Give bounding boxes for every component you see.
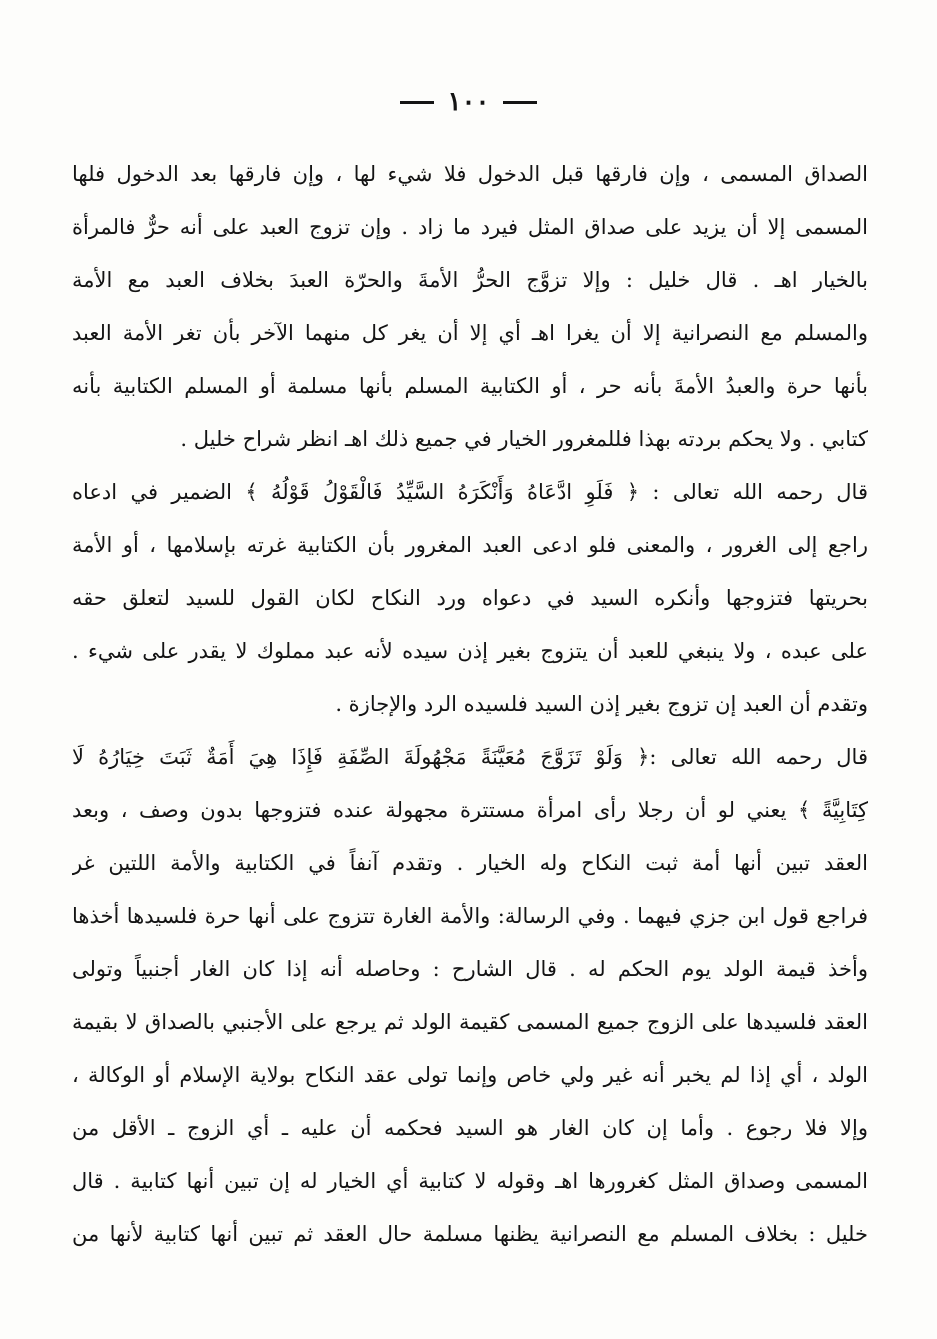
text-line: العقد تبين أنها أمة ثبت النكاح وله الخيار . وتقدم آنفاً في الكتابية والأمة اللتين غر (72, 851, 868, 875)
text-line: العقد فلسيدها على الزوج جميع المسمى كقيمة الولد ثم يرجع على الأجنبي بالصداق لا بقيمة (72, 1010, 868, 1034)
header-dash-left (400, 101, 434, 104)
text-line: كتابي . ولا يحكم بردته بهذا فللمغرور الخيار في جميع ذلك اهـ انظر شراح خليل . (180, 427, 868, 451)
text-line: المسمى إلا أن يزيد على صداق المثل فيرد ما زاد . وإن تزوج العبد على أنه حرٌّ فالمرأة (72, 215, 868, 239)
text-line: قال رحمه الله تعالى : ﴿ فَلَوِ ادَّعَاهُ وَأَنْكَرَهُ السَّيِّدُ فَالْقَوْلُ قَوْلُهُ ﴾ الضمير في ادعاه (72, 480, 868, 504)
body-text (72, 148, 868, 1261)
text-line: كِتَابِيَّةً ﴾ يعني لو أن رجلا رأى امرأة مستترة مجهولة عنده فتزوجها بدون وصف ، وبعد (72, 798, 868, 822)
text-line: على عبده ، ولا ينبغي للعبد أن يتزوج بغير إذن سيده لأنه عبد مملوك لا يقدر على شيء . (72, 639, 868, 663)
text-line: فراجع قول ابن جزي فيهما . وفي الرسالة: والأمة الغارة تتزوج على أنها حرة فلسيدها أخذها (72, 904, 868, 928)
text-line: خليل : بخلاف المسلم مع النصرانية يظنها مسلمة حال العقد ثم تبين أنها كتابية لأنها من (72, 1222, 868, 1246)
text-line: وأخذ قيمة الولد يوم الحكم له . قال الشارح : وحاصله أنه إذا كان الغار أجنبياً وتولى (72, 957, 868, 981)
text-line: وإلا فلا رجوع . وأما إن كان الغار هو السيد فحكمه أن عليه ـ أي الزوج ـ الأقل من (72, 1116, 868, 1140)
text-line: قال رحمه الله تعالى :﴿ وَلَوْ تَزَوَّجَ مُعَيَّنَةً مَجْهُولَةَ الصِّفَةِ فَإِذَا هِيَ أَمَةٌ ثَبَتَ خِيَارُهُ لَا (72, 745, 868, 769)
text-line: الصداق المسمى ، وإن فارقها قبل الدخول فلا شيء لها ، وإن فارقها بعد الدخول فلها (72, 162, 868, 186)
text-line: بأنها حرة والعبدُ الأمةَ بأنه حر ، أو الكتابية المسلم بأنها مسلمة أو المسلم الكتابية بأنه (72, 374, 868, 398)
text-line: راجع إلى الغرور ، والمعنى فلو ادعى العبد المغرور بأن الكتابية غرته بإسلامها ، أو الأمة (72, 533, 868, 557)
text-line: الولد ، أي إذا لم يخبر أنه غير ولي خاص وإنما تولى عقد النكاح بولاية الإسلام أو الوكالة ، (72, 1063, 868, 1087)
text-line: بحريتها فتزوجها وأنكره السيد في دعواه ورد النكاح لكان القول للسيد لتعلق حقه (72, 586, 868, 610)
text-line: المسمى وصداق المثل كغرورها اهـ وقوله لا كتابية أي الخيار له إن تبين أنها كتابية . قال (72, 1169, 868, 1193)
text-line: بالخيار اهـ . قال خليل : وإلا تزوَّج الحرُّ الأمةَ والحرّة العبدَ بخلاف العبد مع الأمة (72, 268, 868, 292)
text-line: والمسلم مع النصرانية إلا أن يغرا اهـ أي إلا أن يغر كل منهما الآخر بأن تغر الأمة العبد (72, 321, 868, 345)
text-line: وتقدم أن العبد إن تزوج بغير إذن السيد فلسيده الرد والإجازة . (335, 692, 868, 716)
header-dash-right (503, 101, 537, 104)
page-number: ١٠٠ (447, 87, 490, 117)
page-header (0, 82, 937, 122)
